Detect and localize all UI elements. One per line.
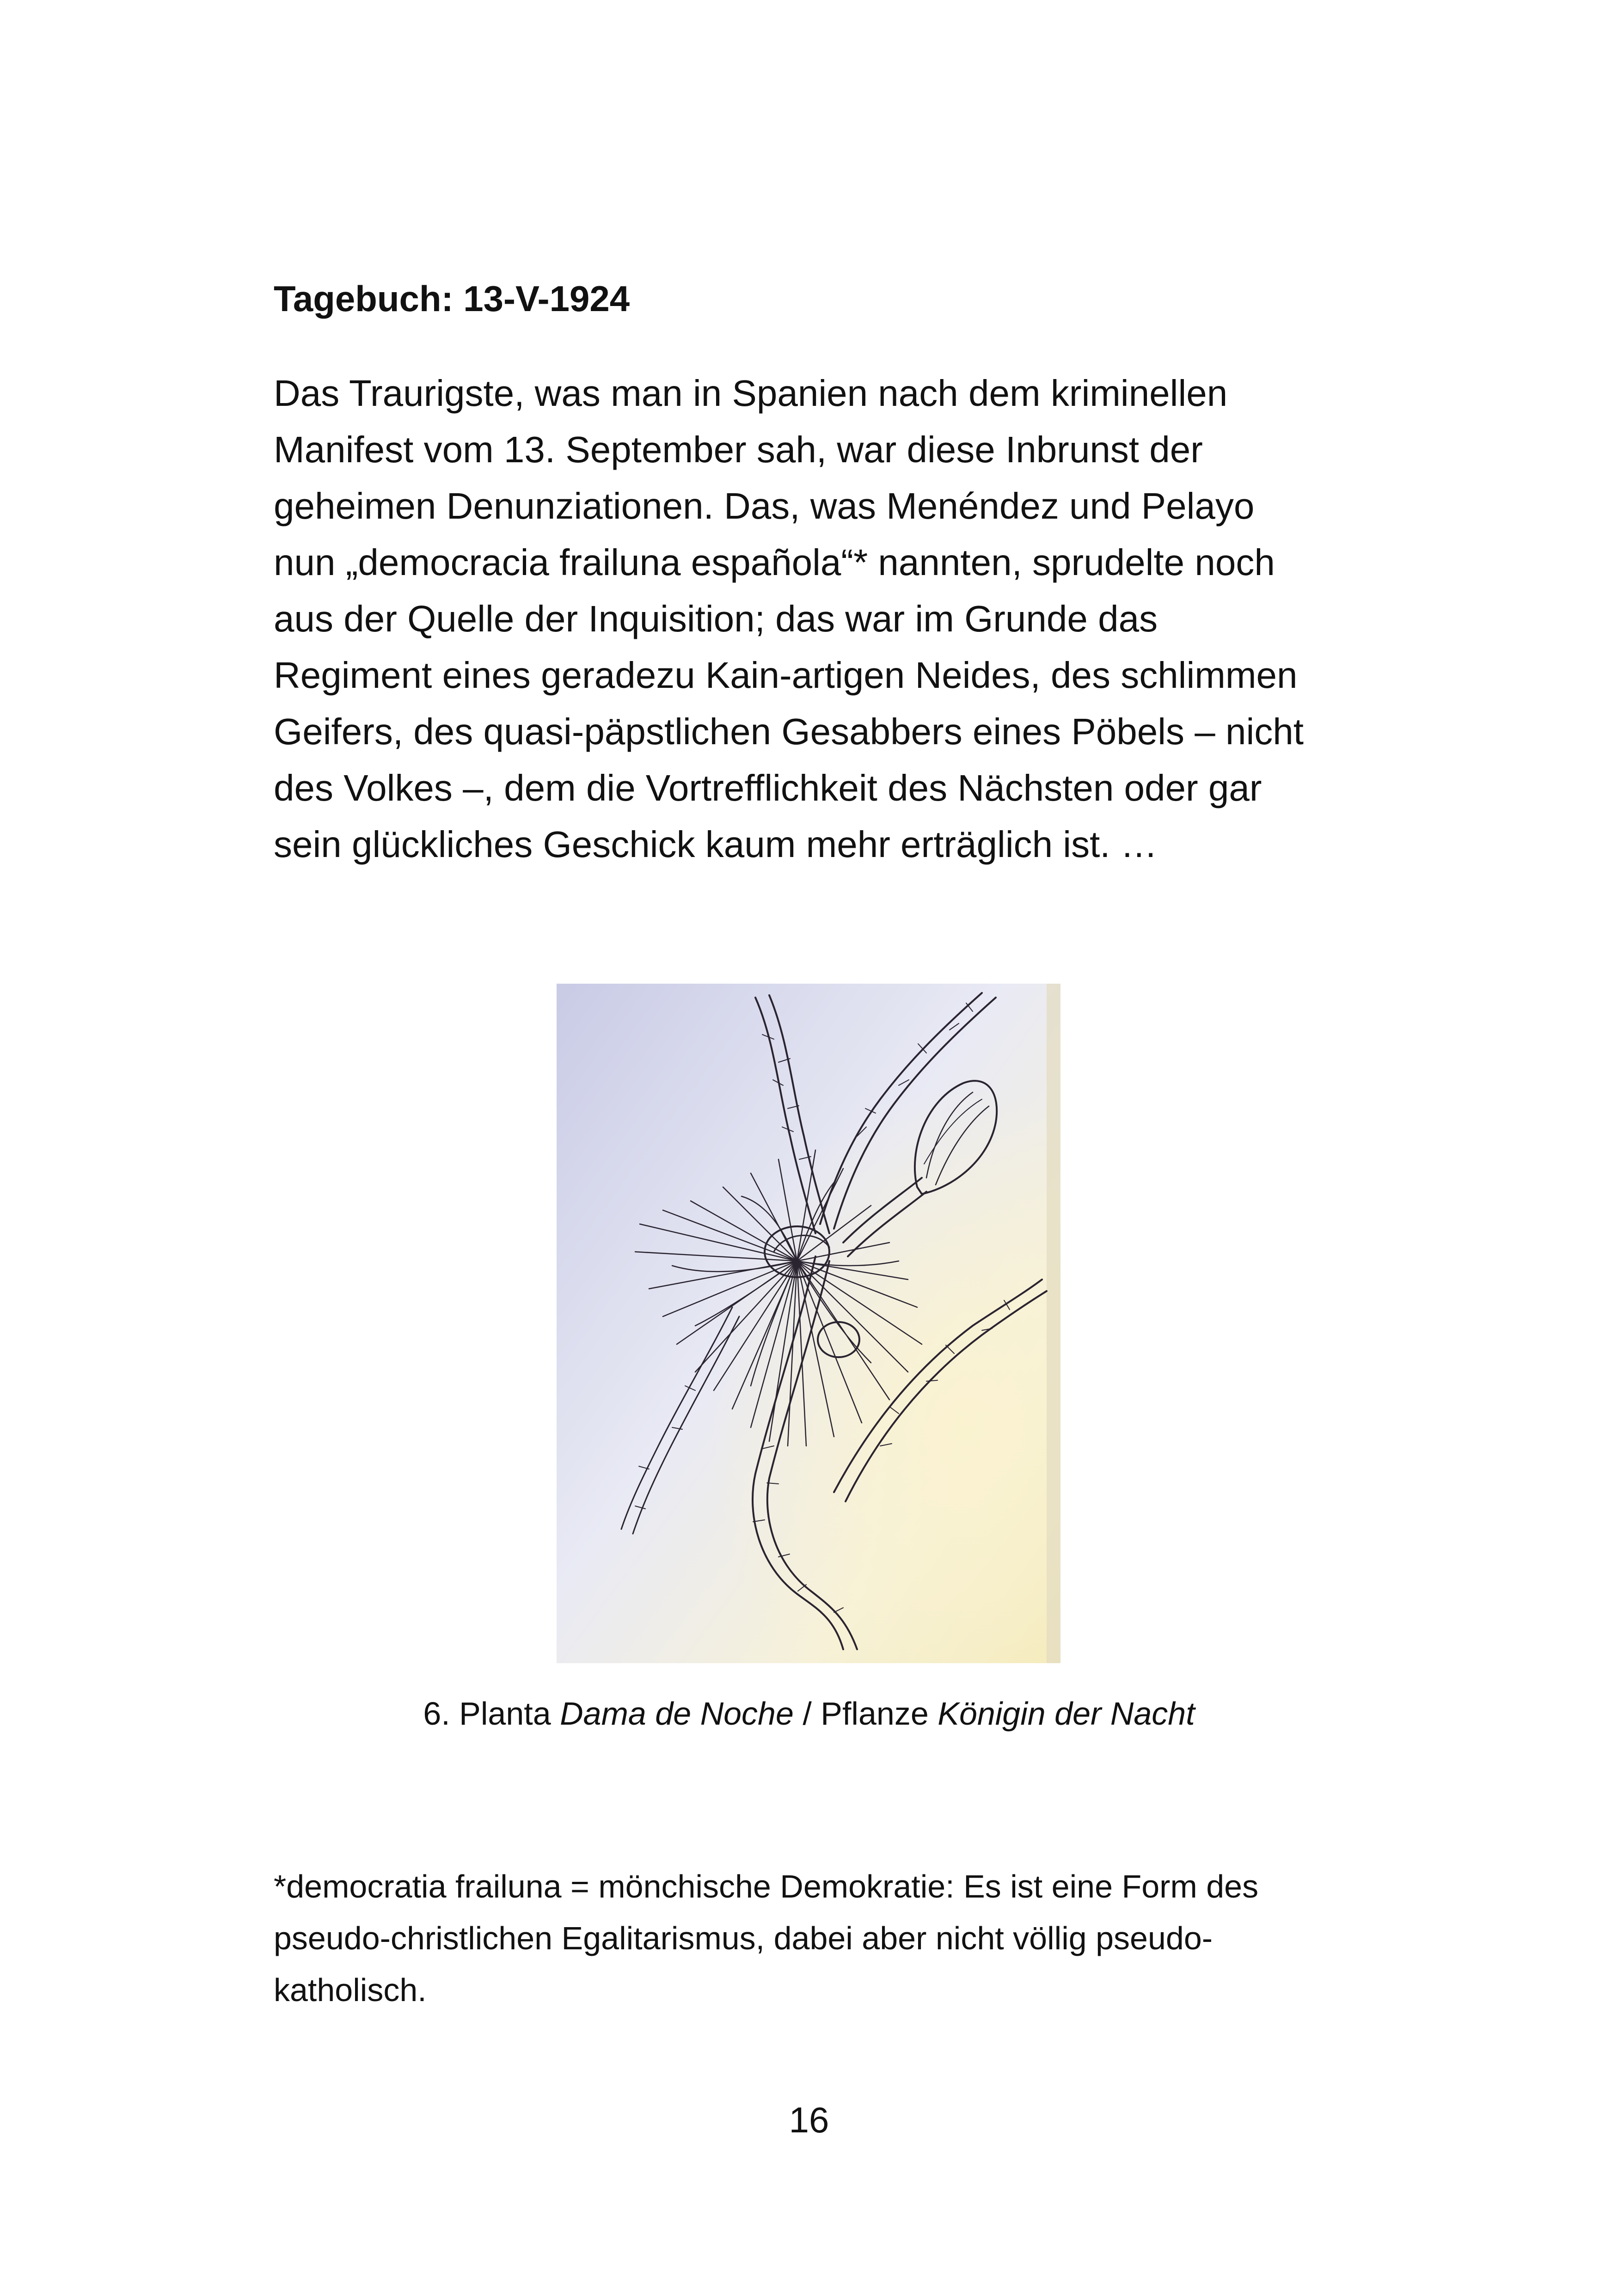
footnote-line: katholisch.	[274, 1972, 427, 2008]
footnote-line: *democratia frailuna = mönchische Demokratie: Es ist eine Form des	[274, 1868, 1259, 1904]
body-line: nun „democracia frailuna española“* nannten, sprudelte noch	[274, 542, 1275, 583]
body-line: sein glückliches Geschick kaum mehr erträglich ist. …	[274, 824, 1158, 865]
body-line: aus der Quelle der Inquisition; das war im Grunde das	[274, 598, 1158, 639]
caption-spanish-name: Dama de Noche	[560, 1696, 794, 1732]
footnote	[274, 1861, 1360, 2016]
body-line: Das Traurigste, was man in Spanien nach dem kriminellen	[274, 373, 1228, 414]
caption-prefix: 6. Planta	[423, 1696, 560, 1732]
plant-drawing-figure	[557, 984, 1060, 1663]
caption-separator: / Pflanze	[793, 1696, 938, 1732]
body-line: Regiment eines geradezu Kain-artigen Neides, des schlimmen	[274, 655, 1298, 696]
body-line: Geifers, des quasi-päpstlichen Gesabbers eines Pöbels – nicht	[274, 711, 1304, 752]
figure-caption	[0, 1694, 1618, 1733]
plant-drawing-icon	[557, 984, 1060, 1663]
page-number: 16	[789, 2100, 829, 2140]
footnote-line: pseudo-christlichen Egalitarismus, dabei aber nicht völlig pseudo-	[274, 1920, 1213, 1956]
diary-heading: Tagebuch: 13-V-1924	[274, 278, 630, 319]
body-paragraph	[274, 365, 1360, 873]
body-line: Manifest vom 13. September sah, war diese Inbrunst der	[274, 429, 1203, 470]
body-line: des Volkes –, dem die Vortrefflichkeit des Nächsten oder gar	[274, 767, 1262, 808]
caption-german-name: Königin der Nacht	[938, 1696, 1195, 1732]
body-line: geheimen Denunziationen. Das, was Menéndez und Pelayo	[274, 485, 1255, 527]
